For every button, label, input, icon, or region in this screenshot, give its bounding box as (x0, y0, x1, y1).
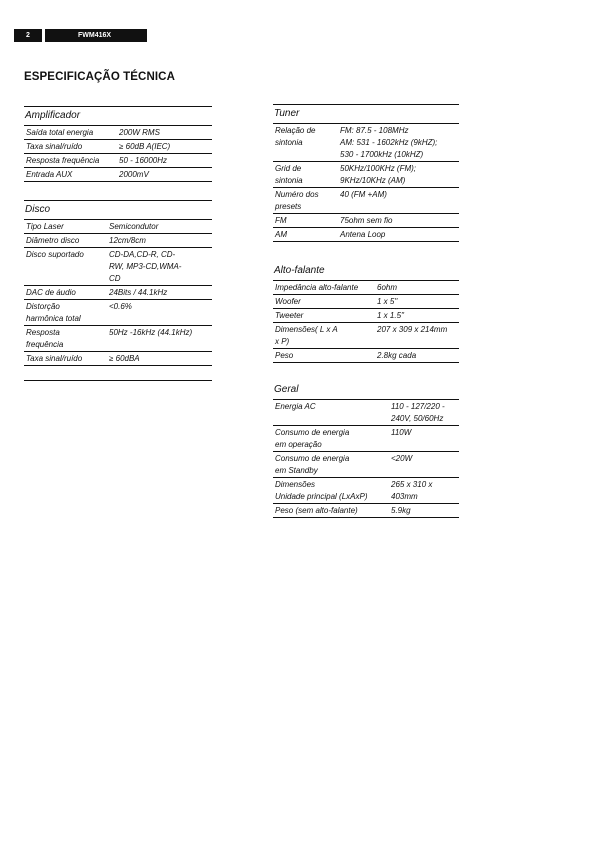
spec-row (273, 400, 459, 426)
spec-row (273, 452, 459, 478)
spec-table (24, 220, 212, 366)
spec-value: FM: 87.5 - 108MHz AM: 531 - 1602kHz (9kHZ); 530 - 1700kHz (10kHZ) (340, 126, 438, 159)
spec-row (273, 188, 459, 214)
spec-value: 110W (391, 428, 412, 437)
spec-value: 50KHz/100KHz (FM); 9KHz/10KHz (AM) (340, 164, 417, 185)
spec-label: FM (275, 216, 287, 225)
spec-row (273, 426, 459, 452)
spec-label: Taxa sinal/ruído (26, 354, 83, 363)
spec-table (273, 281, 459, 363)
spec-row (273, 323, 459, 349)
spec-label: Energia AC (275, 402, 316, 411)
spec-value: 2000mV (119, 170, 149, 179)
spec-label: Woofer (275, 297, 301, 306)
spec-label: Consumo de energia em operação (275, 428, 350, 449)
spec-value: 50Hz -16kHz (44.1kHz) (109, 328, 193, 337)
spec-row (273, 228, 459, 242)
spec-value: CD-DA,CD-R, CD- RW, MP3-CD,WMA- CD (109, 250, 182, 283)
spec-label: Peso (275, 351, 294, 360)
spec-value: <20W (391, 454, 413, 463)
section-heading: Geral (273, 381, 459, 400)
spec-row (24, 154, 212, 168)
spec-value: ≥ 60dB A(IEC) (119, 142, 171, 151)
spec-label: Distorção harmônica total (26, 302, 81, 323)
spec-table (273, 400, 459, 518)
section-heading: Alto-falante (273, 262, 459, 281)
spec-label: Impedância alto-falante (275, 283, 359, 292)
model-badge: FWM416X (45, 29, 147, 42)
section-heading: Tuner (273, 105, 459, 124)
spec-row (24, 168, 212, 182)
spec-row (273, 349, 459, 363)
spec-row (273, 162, 459, 188)
spec-label: Relação de sintonia (275, 126, 316, 147)
spec-row (24, 126, 212, 140)
spec-value: 1 x 1.5'' (377, 311, 405, 320)
spec-row (273, 478, 459, 504)
spec-label: Resposta frequência (26, 328, 64, 349)
spec-row (24, 248, 212, 286)
spec-label: AM (275, 230, 287, 239)
page-number-badge: 2 (14, 29, 42, 42)
spec-label: Disco suportado (26, 250, 84, 259)
spec-value: ≥ 60dBA (109, 354, 140, 363)
section-amplificador (24, 106, 212, 182)
spec-value: Antena Loop (340, 230, 386, 239)
section-heading: Amplificador (24, 107, 212, 126)
spec-label: Dimensões( L x A x P) (275, 325, 338, 346)
spec-label: DAC de áudio (26, 288, 76, 297)
section-tuner (273, 104, 459, 242)
spec-value: 12cm/8cm (109, 236, 146, 245)
spec-row (24, 326, 212, 352)
spec-value: 265 x 310 x 403mm (391, 480, 433, 501)
spec-value: 75ohm sem fio (340, 216, 393, 225)
spec-value: <0.6% (109, 302, 132, 311)
spec-row (24, 286, 212, 300)
section-alto-falante (273, 262, 459, 363)
spec-label: Diâmetro disco (26, 236, 80, 245)
spec-row (273, 309, 459, 323)
spec-row (273, 281, 459, 295)
spec-label: Grid de sintonia (275, 164, 303, 185)
spec-label: Saída total energia (26, 128, 94, 137)
spec-label: Dimensões Unidade principal (LxAxP) (275, 480, 368, 501)
spec-value: 1 x 5'' (377, 297, 398, 306)
spec-label: Tipo Laser (26, 222, 64, 231)
spec-row (24, 352, 212, 366)
spec-row (273, 295, 459, 309)
spec-value: 50 - 16000Hz (119, 156, 168, 165)
spec-label: Peso (sem alto-falante) (275, 506, 358, 515)
spec-label: Consumo de energia em Standby (275, 454, 350, 475)
spec-row (24, 220, 212, 234)
section-geral (273, 381, 459, 518)
spec-row (24, 140, 212, 154)
spec-label: Numéro dos presets (275, 190, 319, 211)
spec-value: 6ohm (377, 283, 398, 292)
spec-value: 2.8kg cada (377, 351, 417, 360)
spec-row (273, 124, 459, 162)
spec-value: 110 - 127/220 - 240V, 50/60Hz (391, 402, 445, 423)
spec-table (273, 124, 459, 242)
spec-value: 5.9kg (391, 506, 411, 515)
spec-label: Entrada AUX (26, 170, 73, 179)
page-title: ESPECIFICAÇÃO TÉCNICA (24, 71, 175, 83)
spec-table (24, 126, 212, 182)
spec-value: 200W RMS (119, 128, 160, 137)
spec-row (24, 234, 212, 248)
spec-value: 24Bits / 44.1kHz (109, 288, 168, 297)
spec-row (24, 300, 212, 326)
spec-value: 207 x 309 x 214mm (377, 325, 448, 334)
spec-label: Resposta frequência (26, 156, 100, 165)
spec-value: 40 (FM +AM) (340, 190, 387, 199)
section-heading: Disco (24, 201, 212, 220)
spec-value: Semicondutor (109, 222, 159, 231)
spec-label: Tweeter (275, 311, 304, 320)
spec-row (273, 504, 459, 518)
spec-row (273, 214, 459, 228)
spec-label: Taxa sinal/ruído (26, 142, 83, 151)
section-disco (24, 200, 212, 381)
